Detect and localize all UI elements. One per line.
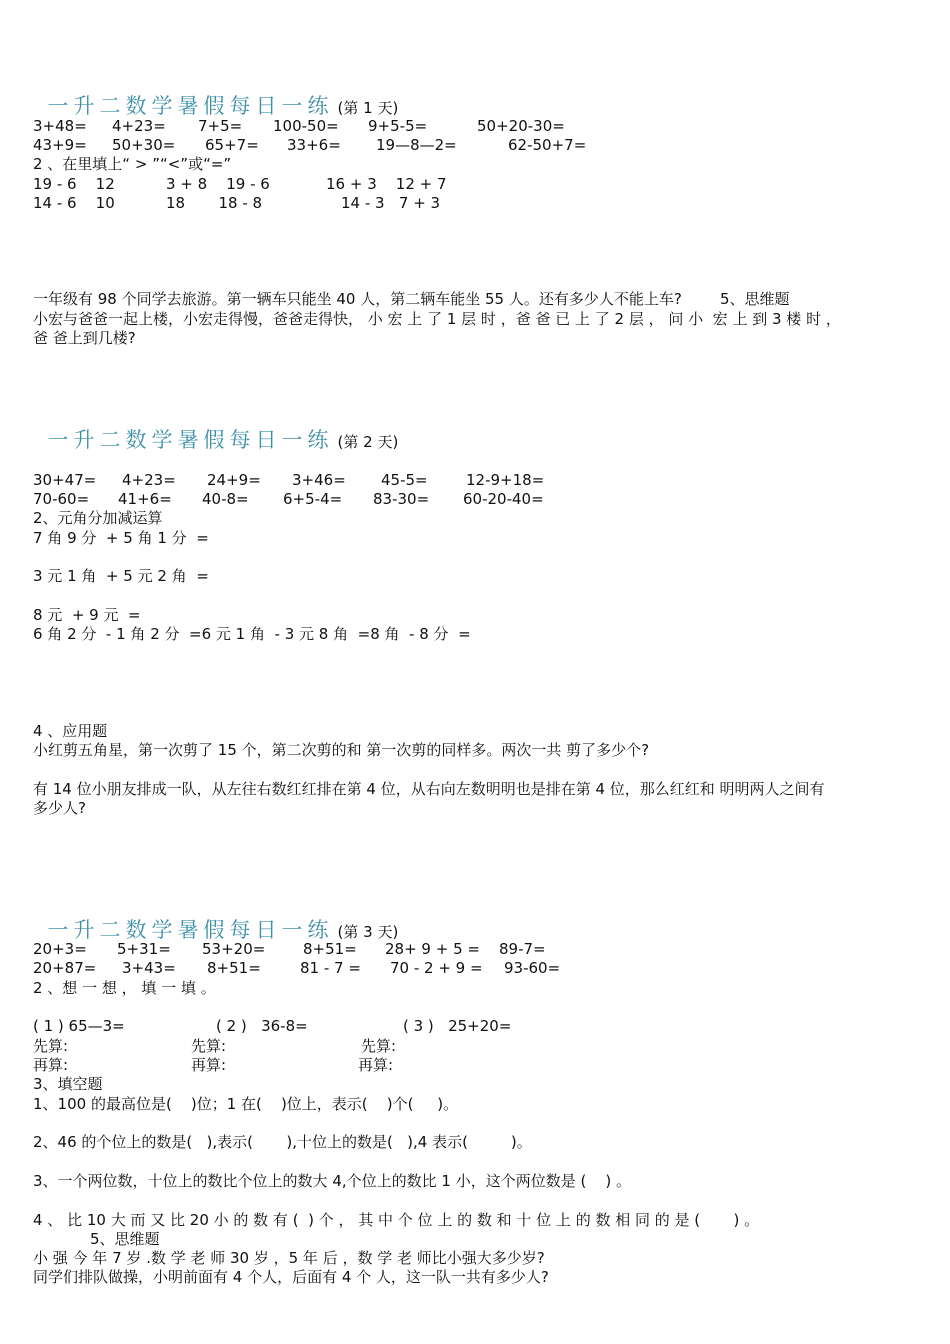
compare-item: 3 + 8 19 - 6 xyxy=(166,175,270,193)
problem: 62-50+7= xyxy=(508,136,587,154)
day3-thinking-problem: 小 强 今 年 7 岁 .数 学 老 师 30 岁 ，5 年 后 ，数 学 老 师比小强大多少岁? xyxy=(33,1249,545,1267)
day3-fill-question: 2、46 的个位上的数是( ),表示( ),十位上的数是( ),4 表示( )。 xyxy=(33,1133,532,1151)
problem: 65+7= xyxy=(205,136,259,154)
day3-first-step-row xyxy=(33,1037,913,1056)
problem: 3+43= xyxy=(122,959,176,977)
compare-item: 14 - 6 10 xyxy=(33,194,115,212)
day1-title-text: 一升二数学暑假每日一练 xyxy=(47,94,334,118)
problem: 6+5-4= xyxy=(283,490,343,508)
problem: 70-60= xyxy=(33,490,90,508)
problem: 4+23= xyxy=(112,117,166,135)
day2-money-heading: 2、元角分加减运算 xyxy=(33,509,163,527)
problem: 12-9+18= xyxy=(466,471,545,489)
day1-thinking-problem-line1: 小宏与爸爸一起上楼，小宏走得慢，爸爸走得快， 小 宏 上 了 1 层 时 ，爸 爸 已 上 了 2 层 ， 问 小 宏 上 到 3 楼 时 ， xyxy=(33,310,841,328)
problem: 8+51= xyxy=(303,940,357,958)
day3-arith-row2 xyxy=(33,959,913,978)
day2-money-problem: 6 角 2 分 - 1 角 2 分 =6 元 1 角 - 3 元 8 角 =8 角 - 8 分 = xyxy=(33,625,471,643)
day2-money-problem: 3 元 1 角 + 5 元 2 角 = xyxy=(33,567,209,585)
compare-item: 16 + 3 12 + 7 xyxy=(326,175,447,193)
problem: 28+ 9 + 5 = xyxy=(385,940,480,958)
day3-thinking-heading: 5、思维题 xyxy=(90,1230,160,1248)
day2-arith-row1 xyxy=(33,471,913,490)
compare-item: 19 - 6 12 xyxy=(33,175,115,193)
problem: 19—8—2= xyxy=(376,136,457,154)
problem: 4+23= xyxy=(122,471,176,489)
day3-calc-order-questions xyxy=(33,1017,913,1036)
problem: 45-5= xyxy=(381,471,428,489)
day1-title xyxy=(38,72,398,120)
problem: 24+9= xyxy=(207,471,261,489)
day3-arith-row1 xyxy=(33,940,913,959)
problem: 20+3= xyxy=(33,940,87,958)
problem: 50+20-30= xyxy=(477,117,565,135)
problem: 9+5-5= xyxy=(368,117,428,135)
day2-application-problem-line2: 多少人? xyxy=(33,799,86,817)
day2-money-problem: 8 元 + 9 元 = xyxy=(33,606,141,624)
problem: 20+87= xyxy=(33,959,97,977)
problem: 89-7= xyxy=(499,940,546,958)
problem: 3+48= xyxy=(33,117,87,135)
then-step-label: 再算: xyxy=(33,1056,69,1074)
day2-application-problem: 小红剪五角星，第一次剪了 15 个，第二次剪的和 第一次剪的同样多。两次一共 剪了多少个? xyxy=(33,741,650,759)
day3-fill-question: 1、100 的最高位是( )位；1 在( )位上，表示( )个( )。 xyxy=(33,1095,459,1113)
day3-title xyxy=(38,896,398,944)
problem: 83-30= xyxy=(373,490,430,508)
day3-title-text: 一升二数学暑假每日一练 xyxy=(47,918,334,942)
day2-money-problem: 7 角 9 分 + 5 角 1 分 = xyxy=(33,529,209,547)
problem: 30+47= xyxy=(33,471,97,489)
day2-title xyxy=(38,406,398,454)
problem: 33+6= xyxy=(287,136,341,154)
day3-day-label: (第 3 天) xyxy=(337,923,399,941)
problem: 53+20= xyxy=(202,940,266,958)
day1-compare-row1 xyxy=(33,175,913,194)
day1-compare-row2 xyxy=(33,194,913,213)
compare-item: 14 - 3 7 + 3 xyxy=(341,194,441,212)
calc-question: ( 2 ) 36-8= xyxy=(216,1017,308,1035)
problem: 5+31= xyxy=(117,940,171,958)
day3-fill-question: 3、一个两位数，十位上的数比个位上的数大 4,个位上的数比 1 小，这个两位数是 ( ) 。 xyxy=(33,1172,632,1190)
day3-fill-heading: 3、填空题 xyxy=(33,1075,103,1093)
day1-compare-heading: 2 、在里填上“ > ”“<”或“=” xyxy=(33,155,232,173)
first-step-label: 先算: xyxy=(361,1037,397,1055)
problem: 40-8= xyxy=(202,490,249,508)
day2-application-heading: 4 、应用题 xyxy=(33,722,108,740)
day1-word-problem: 一年级有 98 个同学去旅游。第一辆车只能坐 40 人，第二辆车能坐 55 人。还有多少人不能上车? 5、思维题 xyxy=(33,290,790,308)
compare-item: 18 18 - 8 xyxy=(166,194,263,212)
day3-thinking-problem: 同学们排队做操，小明前面有 4 个人，后面有 4 个 人，这一队一共有多少人? xyxy=(33,1268,549,1286)
day2-arith-row2 xyxy=(33,490,913,509)
day2-day-label: (第 2 天) xyxy=(337,433,399,451)
problem: 41+6= xyxy=(118,490,172,508)
day2-title-text: 一升二数学暑假每日一练 xyxy=(47,428,334,452)
day3-think-heading: 2 、想 一 想 ， 填 一 填 。 xyxy=(33,979,216,997)
problem: 60-20-40= xyxy=(463,490,544,508)
first-step-label: 先算: xyxy=(33,1037,69,1055)
problem: 50+30= xyxy=(112,136,176,154)
problem: 70 - 2 + 9 = xyxy=(390,959,483,977)
then-step-label: 再算: xyxy=(358,1056,394,1074)
calc-question: ( 1 ) 65—3= xyxy=(33,1017,125,1035)
problem: 93-60= xyxy=(504,959,561,977)
problem: 43+9= xyxy=(33,136,87,154)
day1-thinking-problem-line2: 爸 爸上到几楼? xyxy=(33,329,136,347)
day1-arith-row2 xyxy=(33,136,913,155)
calc-question: ( 3 ) 25+20= xyxy=(403,1017,512,1035)
problem: 81 - 7 = xyxy=(300,959,361,977)
day1-day-label: (第 1 天) xyxy=(337,99,399,117)
first-step-label: 先算: xyxy=(191,1037,227,1055)
problem: 8+51= xyxy=(207,959,261,977)
day2-application-problem-line1: 有 14 位小朋友排成一队，从左往右数红红排在第 4 位，从右向左数明明也是排在第 4 位，那么红红和 明明两人之间有 xyxy=(33,780,825,798)
then-step-label: 再算: xyxy=(191,1056,227,1074)
day3-fill-question: 4 、 比 10 大 而 又 比 20 小 的 数 有 ( ) 个 ， 其 中 个 位 上 的 数 和 十 位 上 的 数 相 同 的 是 ( ) 。 xyxy=(33,1211,760,1229)
problem: 3+46= xyxy=(292,471,346,489)
day3-then-step-row xyxy=(33,1056,913,1075)
problem: 7+5= xyxy=(198,117,243,135)
day1-arith-row1 xyxy=(33,117,913,136)
problem: 100-50= xyxy=(273,117,339,135)
